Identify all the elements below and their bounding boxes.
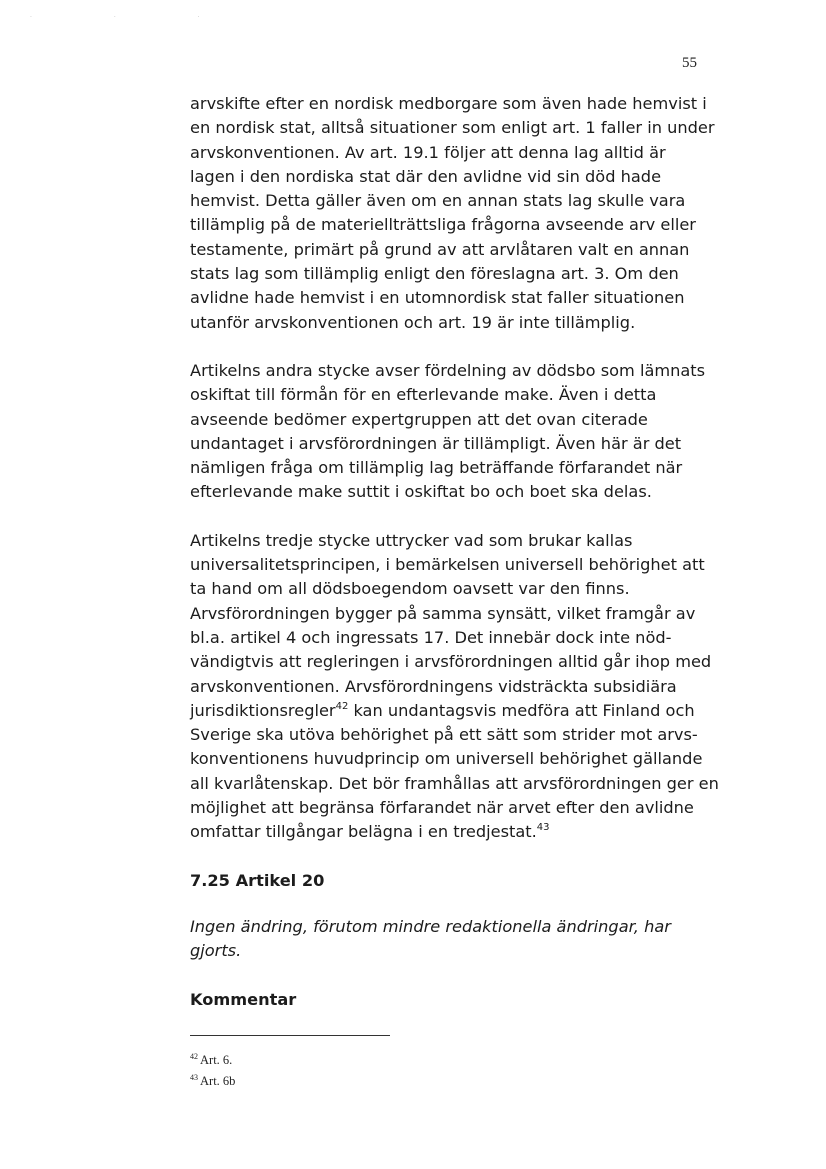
- text-line: universalitetsprincipen, i bemärkelsen universell behörighet att: [190, 555, 705, 575]
- text-line: testamente, primärt på grund av att arvlåtaren valt en annan: [190, 239, 690, 259]
- text-segment: jurisdiktionsregler: [190, 700, 336, 720]
- text-line: utanför arvskonventionen och art. 19 är inte tillämplig.: [190, 312, 636, 332]
- footnotes: [190, 1050, 235, 1092]
- footnote-ref-42: 42: [335, 700, 349, 712]
- text-line: all kvarlåtenskap. Det bör framhållas att arvsförordningen ger en: [190, 773, 719, 793]
- footnote-ref-43: 43: [536, 822, 550, 834]
- text-line: bl.a. artikel 4 och ingressats 17. Det innebär dock inte nöd-: [190, 627, 672, 647]
- footnote-43: [190, 1071, 235, 1092]
- text-line: Arvsförordningen bygger på samma synsätt, vilket framgår av: [190, 603, 696, 623]
- footnote-42: [190, 1050, 235, 1071]
- text-line: nämligen fråga om tillämplig lag beträffande förfarandet när: [190, 458, 683, 478]
- text-line: arvskonventionen. Av art. 19.1 följer att denna lag alltid är: [190, 142, 666, 162]
- text-line: gjorts.: [190, 941, 242, 961]
- footnote-number: 42: [190, 1052, 198, 1061]
- text-line: efterlevande make suttit i oskiftat bo och boet ska delas.: [190, 482, 652, 502]
- text-line: Artikelns tredje stycke uttrycker vad som brukar kallas: [190, 530, 633, 550]
- text-line: lagen i den nordiska stat där den avlidne vid sin död hade: [190, 166, 662, 186]
- comment-heading: Kommentar: [190, 989, 297, 1009]
- paragraph-1: [190, 92, 718, 335]
- text-line: hemvist. Detta gäller även om en annan stats lag skulle vara: [190, 191, 686, 211]
- page-number: 55: [682, 55, 697, 71]
- text-line: oskiftat till förmån för en efterlevande make. Även i detta: [190, 385, 657, 405]
- text-line: möjlighet att begränsa förfarandet när arvet efter den avlidne: [190, 798, 694, 818]
- text-line-with-footnote: [190, 699, 718, 723]
- body-text: [190, 92, 718, 1012]
- text-line: undantaget i arvsförordningen är tillämpligt. Även här är det: [190, 433, 682, 453]
- paragraph-2: [190, 359, 718, 505]
- text-line: vändigtvis att regleringen i arvsförordningen alltid går ihop med: [190, 652, 712, 672]
- footnote-divider: [190, 1035, 390, 1036]
- text-line: stats lag som tillämplig enligt den föreslagna art. 3. Om den: [190, 264, 679, 284]
- text-line: arvskonventionen. Arvsförordningens vidsträckta subsidiära: [190, 676, 677, 696]
- text-line: avlidne hade hemvist i en utomnordisk stat faller situationen: [190, 288, 685, 308]
- text-line: avseende bedömer expertgruppen att det ovan citerade: [190, 409, 648, 429]
- text-line: en nordisk stat, alltså situationer som enligt art. 1 faller in under: [190, 118, 715, 138]
- text-line: konventionens huvudprincip om universell behörighet gällande: [190, 749, 703, 769]
- paragraph-3: [190, 529, 718, 845]
- text-line: Ingen ändring, förutom mindre redaktionella ändringar, har: [190, 916, 671, 936]
- text-line: arvskifte efter en nordisk medborgare som även hade hemvist i: [190, 94, 707, 113]
- text-segment: omfattar tillgångar belägna i en tredjestat.: [190, 822, 537, 842]
- text-line: ta hand om all dödsboegendom oavsett var den finns.: [190, 579, 630, 599]
- text-segment: kan undantagsvis medföra att Finland och: [348, 700, 695, 720]
- text-line-with-footnote: [190, 820, 718, 844]
- text-line: tillämplig på de materiellträttsliga frågorna avseende arv eller: [190, 215, 696, 235]
- section-heading: 7.25 Artikel 20: [190, 870, 325, 890]
- italic-paragraph: [190, 915, 718, 964]
- text-line: Artikelns andra stycke avser fördelning av dödsbo som lämnats: [190, 360, 706, 380]
- footnote-number: 43: [190, 1073, 198, 1082]
- scan-specks: · · ·: [30, 14, 240, 21]
- text-line: Sverige ska utöva behörighet på ett sätt som strider mot arvs-: [190, 725, 698, 745]
- footnote-text: Art. 6.: [200, 1053, 233, 1067]
- footnote-text: Art. 6b: [200, 1074, 236, 1088]
